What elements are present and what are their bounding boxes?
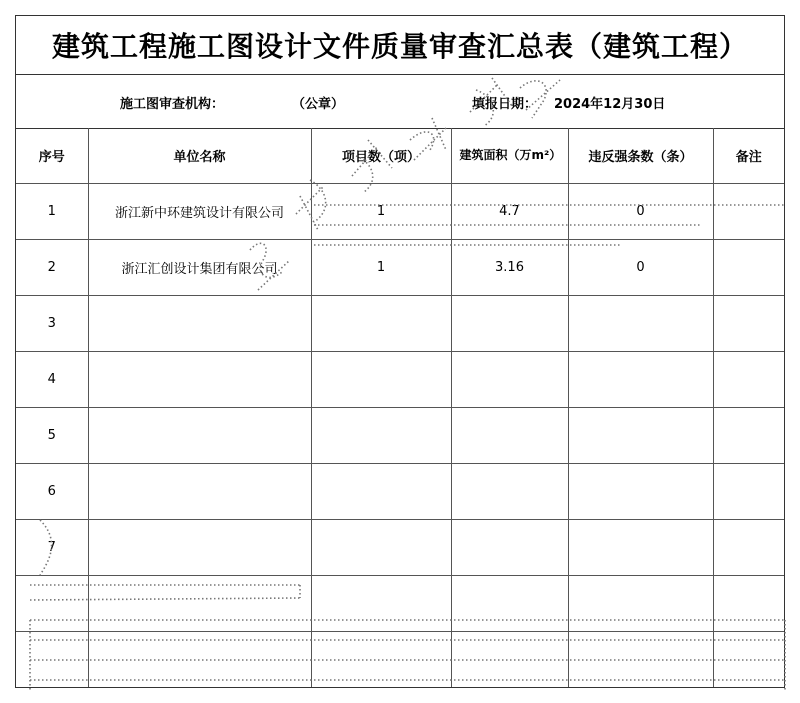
cell-area — [451, 296, 568, 352]
cell-unit — [88, 576, 311, 632]
cell-remark — [713, 296, 784, 352]
cell-unit — [88, 464, 311, 520]
cell-violations — [568, 296, 713, 352]
cell-projects — [311, 520, 451, 576]
cell-unit — [88, 632, 311, 688]
report-date-label: 填报日期： — [472, 97, 538, 112]
cell-no: 3 — [16, 296, 88, 352]
cell-no: 1 — [16, 184, 88, 240]
cell-projects — [311, 296, 451, 352]
table-row — [16, 576, 784, 632]
cell-violations: 0 — [568, 240, 713, 296]
cell-projects — [311, 576, 451, 632]
cell-violations — [568, 408, 713, 464]
official-seal-label: （公章） — [292, 97, 345, 112]
cell-projects: 1 — [311, 240, 451, 296]
cell-no — [16, 576, 88, 632]
cell-area — [451, 632, 568, 688]
cell-remark — [713, 632, 784, 688]
cell-no: 7 — [16, 520, 88, 576]
cell-violations — [568, 520, 713, 576]
header-row — [16, 128, 784, 184]
header-unit-name: 单位名称 — [88, 128, 311, 184]
cell-area — [451, 408, 568, 464]
review-org-label: 施工图审查机构： — [120, 97, 225, 112]
table-row — [16, 352, 784, 408]
cell-projects — [311, 464, 451, 520]
cell-remark — [713, 240, 784, 296]
cell-area — [451, 352, 568, 408]
cell-remark — [713, 464, 784, 520]
cell-violations — [568, 352, 713, 408]
summary-sheet — [15, 15, 785, 688]
cell-area: 3.16 — [451, 240, 568, 296]
cell-no: 6 — [16, 464, 88, 520]
report-date-value: 2024年12月30日 — [554, 97, 666, 112]
cell-violations: 0 — [568, 184, 713, 240]
table-row — [16, 520, 784, 576]
cell-no — [16, 632, 88, 688]
cell-unit: 浙江新中环建筑设计有限公司 — [88, 184, 311, 240]
header-violations: 违反强条数（条） — [568, 128, 713, 184]
cell-unit — [88, 520, 311, 576]
header-building-area — [451, 128, 568, 184]
cell-projects: 1 — [311, 184, 451, 240]
cell-no: 5 — [16, 408, 88, 464]
cell-no: 2 — [16, 240, 88, 296]
cell-remark — [713, 352, 784, 408]
header-no: 序号 — [16, 128, 88, 184]
cell-area — [451, 576, 568, 632]
cell-area — [451, 464, 568, 520]
header-project-count: 项目数（项） — [311, 128, 451, 184]
cell-violations — [568, 576, 713, 632]
cell-unit — [88, 352, 311, 408]
meta-row — [16, 74, 784, 129]
header-remark: 备注 — [713, 128, 784, 184]
cell-violations — [568, 464, 713, 520]
header-building-area-text: 建筑面积（万m²） — [459, 148, 562, 162]
table-row — [16, 464, 784, 520]
cell-projects — [311, 632, 451, 688]
cell-unit — [88, 408, 311, 464]
cell-unit — [88, 296, 311, 352]
summary-table — [16, 128, 784, 687]
table-row — [16, 408, 784, 464]
cell-remark — [713, 184, 784, 240]
table-row — [16, 240, 784, 296]
table-row — [16, 632, 784, 688]
cell-violations — [568, 632, 713, 688]
cell-projects — [311, 352, 451, 408]
cell-remark — [713, 520, 784, 576]
cell-unit: 浙江汇创设计集团有限公司 — [88, 240, 311, 296]
document-title: 建筑工程施工图设计文件质量审查汇总表（建筑工程） — [16, 16, 784, 75]
cell-remark — [713, 576, 784, 632]
cell-projects — [311, 408, 451, 464]
table-row — [16, 184, 784, 240]
cell-remark — [713, 408, 784, 464]
cell-no: 4 — [16, 352, 88, 408]
cell-area: 4.7 — [451, 184, 568, 240]
table-row — [16, 296, 784, 352]
cell-area — [451, 520, 568, 576]
